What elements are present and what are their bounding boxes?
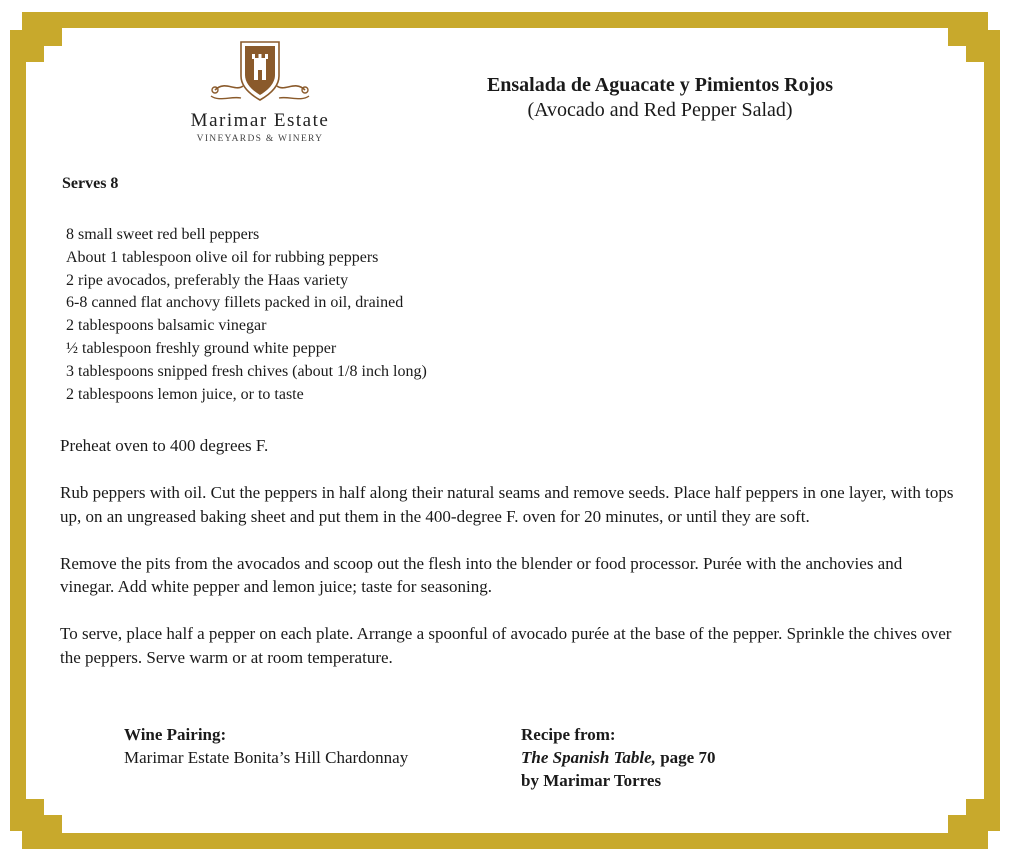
ingredient-item: 2 ripe avocados, preferably the Haas variety	[66, 271, 349, 289]
wine-pairing-heading: Wine Pairing:	[124, 725, 227, 744]
recipe-title	[440, 74, 880, 122]
recipe-source-book	[521, 746, 715, 769]
instruction-step: Remove the pits from the avocados and scoop out the flesh into the blender or food processor. Purée with the anchovies and vinegar. Add white pepper and lemon juice; taste for seasoning.	[60, 553, 903, 596]
instruction-step: Preheat oven to 400 degrees F.	[60, 436, 269, 455]
ingredient-list	[66, 224, 427, 406]
brand-logo	[170, 40, 350, 144]
title-spanish: Ensalada de Aguacate y Pimientos Rojos	[486, 74, 834, 96]
ingredient-item: 6-8 canned flat anchovy fillets packed in oil, drained	[66, 294, 404, 312]
recipe-source-author: by Marimar Torres	[521, 771, 662, 790]
ingredient-item: 8 small sweet red bell peppers	[66, 226, 260, 243]
ingredient-item: About 1 tablespoon olive oil for rubbing peppers	[66, 248, 379, 266]
brand-subtitle: VINEYARDS & WINERY	[196, 134, 324, 144]
book-page: page 70	[655, 748, 716, 767]
wine-pairing	[124, 723, 408, 769]
ingredient-item: ½ tablespoon freshly ground white pepper	[66, 339, 337, 357]
recipe-source	[521, 723, 715, 792]
book-title: The Spanish Table,	[521, 748, 656, 767]
recipe-source-heading: Recipe from:	[521, 725, 616, 744]
instruction-step: To serve, place half a pepper on each plate. Arrange a spoonful of avocado purée at the base of the pepper. Sprinkle the chives over the peppers. Serve warm or at room temperature.	[60, 624, 952, 667]
wine-pairing-name: Marimar Estate Bonita’s Hill Chardonnay	[124, 748, 409, 767]
ingredient-item: 2 tablespoons lemon juice, or to taste	[66, 385, 304, 403]
marimar-crest-icon	[205, 40, 315, 106]
ingredient-item: 2 tablespoons balsamic vinegar	[66, 317, 267, 335]
instruction-step: Rub peppers with oil. Cut the peppers in half along their natural seams and remove seeds. Place half peppers in one layer, with tops up, on an ungreased baking sheet and put them in the 400-degree F. oven for 20 minutes, or until they are soft.	[60, 483, 954, 526]
brand-name: Marimar Estate	[190, 110, 330, 131]
ingredient-item: 3 tablespoons snipped fresh chives (about 1/8 inch long)	[66, 362, 427, 380]
instructions	[60, 434, 960, 693]
serves-label: Serves 8	[62, 175, 119, 192]
title-english: (Avocado and Red Pepper Salad)	[527, 99, 793, 121]
